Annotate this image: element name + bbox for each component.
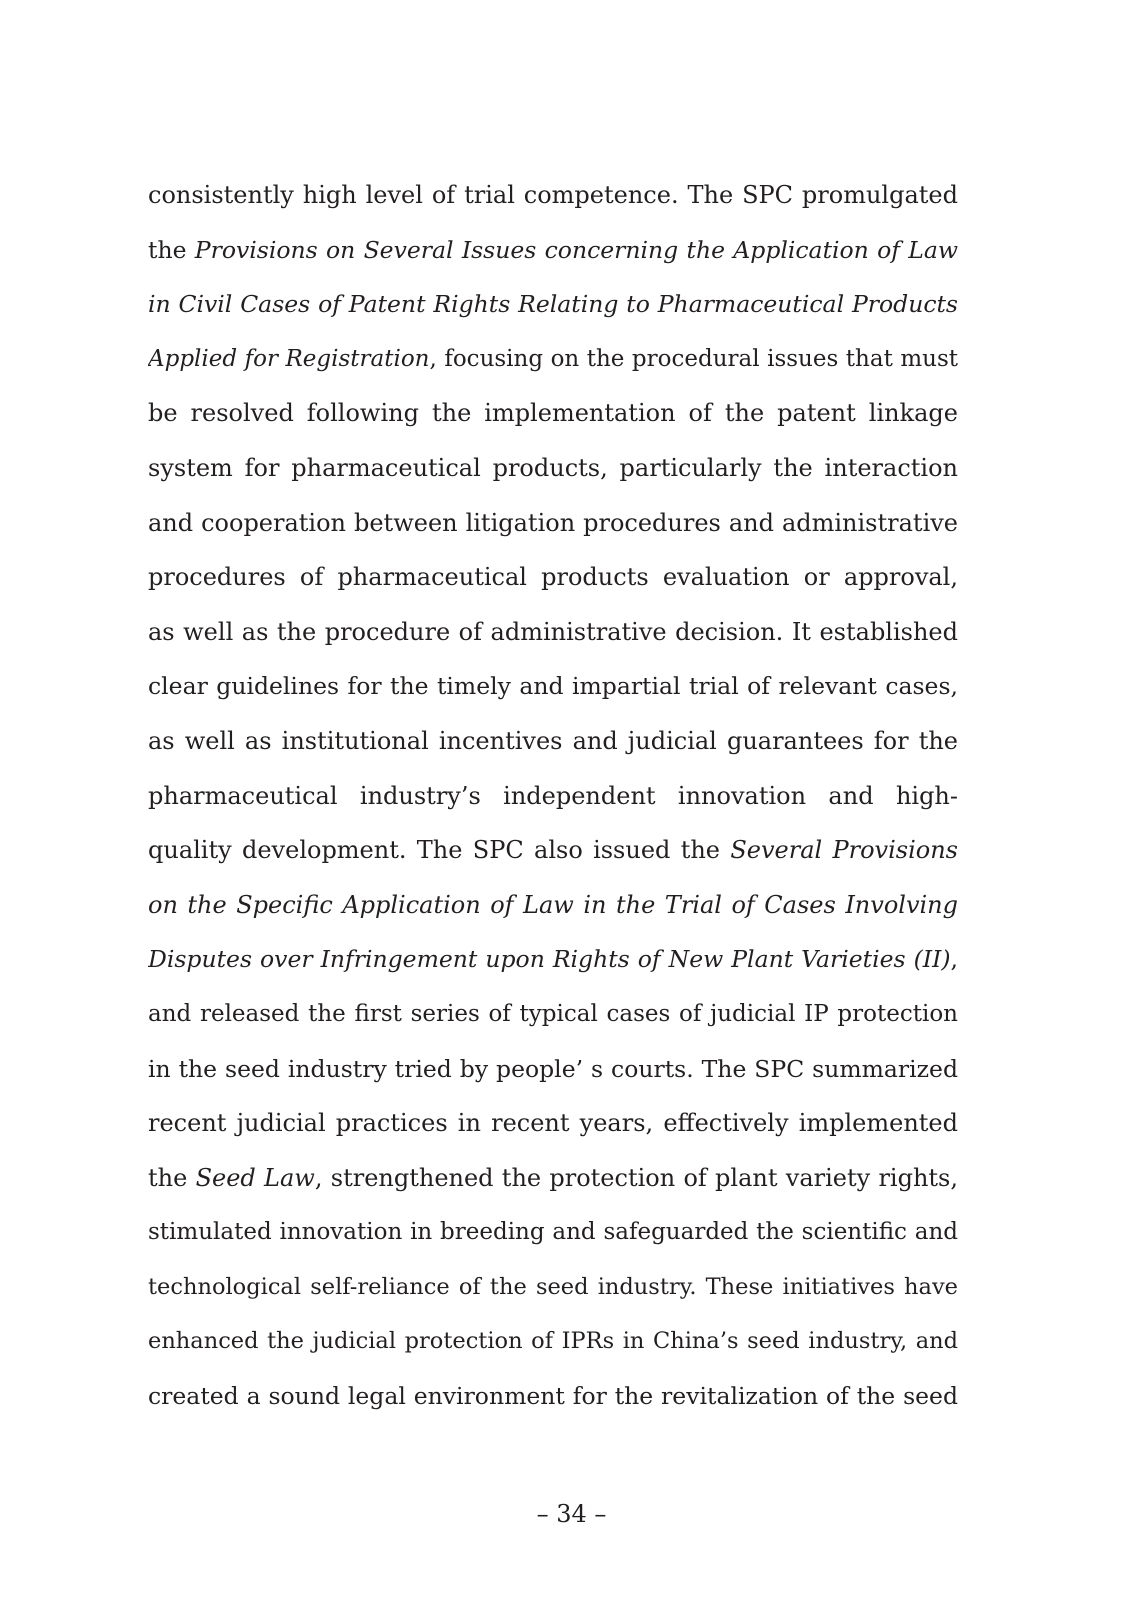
text-line [148, 1260, 958, 1315]
text-line [148, 1369, 958, 1424]
body-paragraph [148, 168, 958, 1424]
line-text: technological self-reliance of the seed industry. These initiatives have [148, 1273, 958, 1300]
italic-title-text: Provisions on Several Issues concerning the Application of Law [194, 235, 958, 264]
line-text: the [148, 1163, 196, 1192]
line-text: procedures of pharmaceutical products evaluation or approval, [148, 563, 958, 592]
text-line [148, 441, 958, 496]
text-line [148, 987, 958, 1042]
text-line [148, 659, 958, 714]
italic-title-text: Applied for Registration [148, 345, 430, 372]
line-text: created a sound legal environment for the revitalization of the seed [148, 1382, 958, 1411]
line-text: pharmaceutical industry’s independent innovation and high- [148, 781, 958, 810]
text-line [148, 1205, 958, 1260]
text-line [148, 1314, 958, 1369]
line-text: system for pharmaceutical products, particularly the interaction [148, 453, 958, 482]
text-line [148, 496, 958, 551]
line-text: , focusing on the procedural issues that must [429, 345, 958, 372]
line-text: recent judicial practices in recent years, effectively implemented [148, 1109, 958, 1138]
italic-title-text: Several Provisions [730, 836, 958, 865]
line-text: consistently high level of trial competence. The SPC promulgated [148, 181, 958, 209]
text-line [148, 332, 958, 387]
text-line [148, 714, 958, 769]
line-text: quality development. The SPC also issued the [148, 836, 731, 865]
line-text: in the seed industry tried by people’ s courts. The SPC summarized [148, 1054, 958, 1083]
line-text: the [148, 235, 195, 264]
line-text: clear guidelines for the timely and impartial trial of relevant cases, [148, 672, 958, 701]
text-line [148, 605, 958, 660]
text-line [148, 878, 958, 933]
italic-title-text: in Civil Cases of Patent Rights Relating to Pharmaceutical Products [148, 290, 958, 319]
line-text: stimulated innovation in breeding and safeguarded the scientific and [148, 1219, 958, 1246]
text-line [148, 168, 958, 223]
text-line [148, 386, 958, 441]
text-line [148, 823, 958, 878]
text-line [148, 1151, 958, 1206]
text-line [148, 1096, 958, 1151]
line-text: and cooperation between litigation procedures and administrative [148, 508, 958, 537]
line-text: and released the first series of typical cases of judicial IP protection [148, 1000, 958, 1027]
line-text: , strengthened the protection of plant variety rights, [314, 1163, 958, 1192]
italic-title-text: on the Specific Application of Law in the Trial of Cases Involving [148, 890, 958, 919]
line-text: be resolved following the implementation of the patent linkage [148, 399, 958, 428]
page-number: – 34 – [536, 1500, 607, 1528]
italic-title-text: Seed Law [195, 1163, 315, 1192]
text-line [148, 277, 958, 332]
text-line [148, 769, 958, 824]
text-line [148, 1042, 958, 1097]
text-line [148, 932, 958, 987]
line-text: as well as institutional incentives and judicial guarantees for the [148, 726, 958, 755]
text-line [148, 223, 958, 278]
line-text: , [950, 945, 958, 974]
line-text: as well as the procedure of administrative decision. It established [148, 617, 958, 646]
line-text: enhanced the judicial protection of IPRs in China’s seed industry, and [148, 1328, 958, 1355]
text-line [148, 550, 958, 605]
italic-title-text: Disputes over Infringement upon Rights of New Plant Varieties (II) [148, 945, 951, 974]
